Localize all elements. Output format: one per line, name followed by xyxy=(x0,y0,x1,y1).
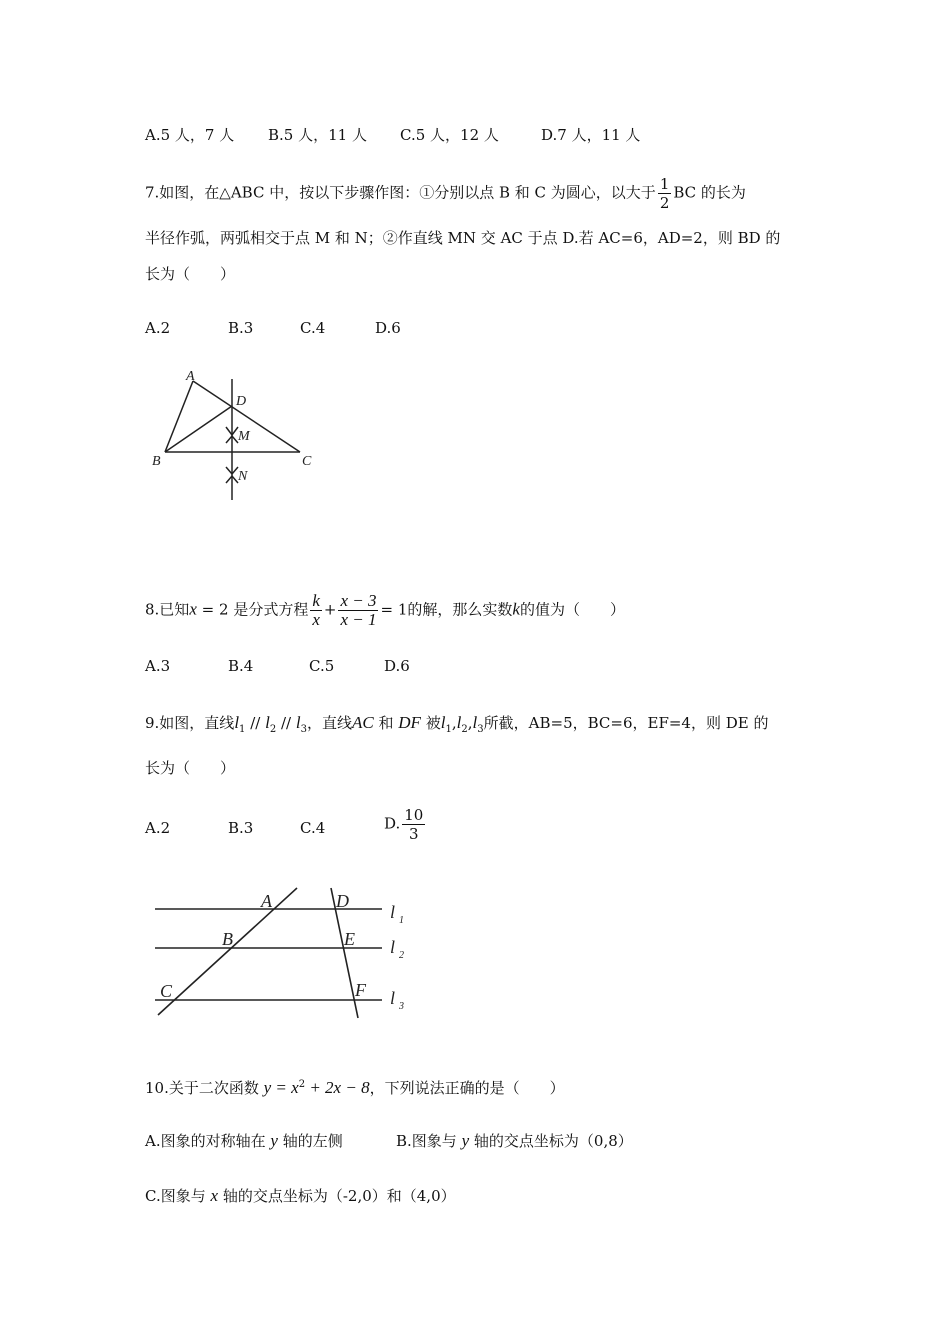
q7-label-n: N xyxy=(238,469,248,484)
q8-eq1: = 1 xyxy=(380,600,408,619)
q10-option-a-y: y xyxy=(270,1131,278,1150)
q8-option-a: A.3 xyxy=(145,657,171,675)
q8-f2-num: x − 3 xyxy=(340,591,377,610)
q9-option-d-prefix: D. xyxy=(384,814,401,833)
q9-label-e: E xyxy=(344,929,355,949)
q10-option-c xyxy=(145,1186,456,1206)
q9-par2: // xyxy=(276,714,296,732)
q8-line xyxy=(145,592,625,629)
q7-segment-ab xyxy=(165,381,193,452)
q9-comma-1: , xyxy=(451,714,457,732)
q9-label-l2: l xyxy=(390,937,396,957)
q7-segment-bd xyxy=(165,406,232,452)
q10-option-a-text-b: 轴的左侧 xyxy=(282,1132,343,1150)
q9-option-b: B.3 xyxy=(228,819,254,837)
q9-label-l3-sub: 3 xyxy=(399,1001,404,1012)
q8-plus: + xyxy=(323,600,337,619)
q9-lset-2: l xyxy=(456,713,462,732)
q7-line-1 xyxy=(145,175,746,212)
q9-label-a: A xyxy=(261,891,272,911)
q7-fraction xyxy=(658,175,672,212)
q9-label-b: B xyxy=(222,929,233,949)
q9-par1: // xyxy=(245,714,266,732)
q8-eq2: = 2 xyxy=(201,600,229,619)
q10-option-c-text-a: C.图象与 xyxy=(145,1187,206,1205)
q8-var-x: x xyxy=(189,599,197,619)
q8-option-d: D.6 xyxy=(384,657,410,675)
q9-label-l1-sub: 1 xyxy=(399,915,404,926)
q8-option-c: C.5 xyxy=(309,657,335,675)
q8-f1-den: x xyxy=(312,610,320,629)
q9-label-l1: l xyxy=(390,902,396,922)
q9-label-l3: l xyxy=(390,988,396,1008)
q9-label-l2-sub: 2 xyxy=(399,950,404,961)
q8-var-k: k xyxy=(512,599,520,619)
q8-mid: 是分式方程 xyxy=(233,600,309,619)
q7-frac-den: 2 xyxy=(659,194,670,212)
q7-text-a: 7.如图，在△ABC 中，按以下步骤作图：①分别以点 B 和 C 为圆心，以大于 xyxy=(145,183,656,202)
q9-lset-3-sub: 3 xyxy=(477,724,484,735)
q10-func-rest: + 2x − 8 xyxy=(305,1078,370,1097)
q9-option-a: A.2 xyxy=(145,819,171,837)
q10-option-b-text-b: 轴的交点坐标为（0,8） xyxy=(473,1132,633,1150)
q7-line-3: 长为（ ） xyxy=(145,265,236,283)
q10-options-ab xyxy=(145,1131,343,1151)
q9-l1-sub: 1 xyxy=(239,724,246,735)
q9-ac: AC xyxy=(351,713,374,732)
q9-line-1 xyxy=(145,713,768,740)
q8-f1-num: k xyxy=(312,591,320,610)
q9-comma-2: , xyxy=(467,714,473,732)
q9-option-d-fraction xyxy=(402,806,425,843)
q10-option-b xyxy=(396,1131,633,1151)
q9-prefix: 9.如图，直线 xyxy=(145,714,235,732)
q9-suffix: 所截，AB=5，BC=6，EF=4，则 DE 的 xyxy=(483,714,769,732)
q10-prefix: 10.关于二次函数 xyxy=(145,1079,259,1097)
q7-option-b: B.3 xyxy=(228,319,254,337)
q9-line-ac xyxy=(158,888,297,1015)
q9-df: DF xyxy=(398,713,421,732)
q6-option-a: A.5 人，7 人 xyxy=(145,126,235,144)
q9-label-c: C xyxy=(160,981,173,1001)
q9-l1: l xyxy=(234,713,240,732)
q7-option-a: A.2 xyxy=(145,319,171,337)
q10-line xyxy=(145,1075,565,1098)
q10-func: y = x xyxy=(263,1078,299,1097)
q9-l3-sub: 3 xyxy=(300,724,307,735)
q9-he: 和 xyxy=(378,714,394,732)
q9-l2-sub: 2 xyxy=(269,724,277,735)
q8-option-b: B.4 xyxy=(228,657,254,675)
q9-label-d: D xyxy=(336,891,349,911)
q9-parallel-lines-figure xyxy=(150,880,420,1025)
q8-fraction-1 xyxy=(310,592,322,629)
q9-lset-2-sub: 2 xyxy=(461,724,468,735)
q7-label-m: M xyxy=(238,429,250,444)
q7-label-c: C xyxy=(302,454,312,469)
q7-line-2: 半径作弧，两弧相交于点 M 和 N；②作直线 MN 交 AC 于点 D.若 AC=6，AD=2，则 BD 的 xyxy=(145,229,781,247)
q9-l2: l xyxy=(265,713,270,732)
q7-frac-num: 1 xyxy=(659,175,670,193)
q6-option-d: D.7 人，11 人 xyxy=(541,126,641,144)
q7-option-c: C.4 xyxy=(300,319,326,337)
q8-f2-den: x − 1 xyxy=(340,610,377,629)
q9-option-d xyxy=(384,806,427,843)
q7-label-d: D xyxy=(236,394,247,409)
q9-bei: 被 xyxy=(425,714,441,732)
q9-mid1: ，直线 xyxy=(306,714,352,732)
q8-suffix-a: 的解，那么实数 xyxy=(407,600,513,619)
q7-option-d: D.6 xyxy=(375,319,401,337)
q9-option-d-num: 10 xyxy=(404,806,424,824)
q9-line-2: 长为（ ） xyxy=(145,759,236,777)
q10-option-a-text-a: A.图象的对称轴在 xyxy=(145,1132,266,1150)
q9-lset-1-sub: 1 xyxy=(445,724,452,735)
q10-option-c-text-b: 轴的交点坐标为（-2,0）和（4,0） xyxy=(222,1187,456,1205)
q9-lset-3: l xyxy=(472,713,478,732)
q7-triangle-figure xyxy=(145,365,335,505)
q9-l3: l xyxy=(295,713,301,732)
q6-option-b: B.5 人，11 人 xyxy=(268,126,367,144)
q8-fraction-2 xyxy=(338,592,378,629)
q8-suffix-b: 的值为（ ） xyxy=(519,600,625,619)
q9-option-d-den: 3 xyxy=(409,825,419,843)
q9-label-f: F xyxy=(355,980,366,1000)
q10-suffix: ，下列说法正确的是（ ） xyxy=(369,1079,565,1097)
q9-option-c: C.4 xyxy=(300,819,326,837)
q6-option-c: C.5 人，12 人 xyxy=(400,126,499,144)
q7-label-a: A xyxy=(186,369,195,384)
q10-option-b-y: y xyxy=(461,1131,470,1150)
q8-prefix: 8.已知 xyxy=(145,600,190,619)
q7-text-b: BC 的长为 xyxy=(673,183,746,202)
q10-func-sq: 2 xyxy=(298,1079,306,1090)
q10-option-b-text-a: B.图象与 xyxy=(396,1132,457,1150)
q9-lset-1: l xyxy=(440,713,446,732)
q10-option-c-x: x xyxy=(210,1186,219,1205)
q7-label-b: B xyxy=(152,454,161,469)
